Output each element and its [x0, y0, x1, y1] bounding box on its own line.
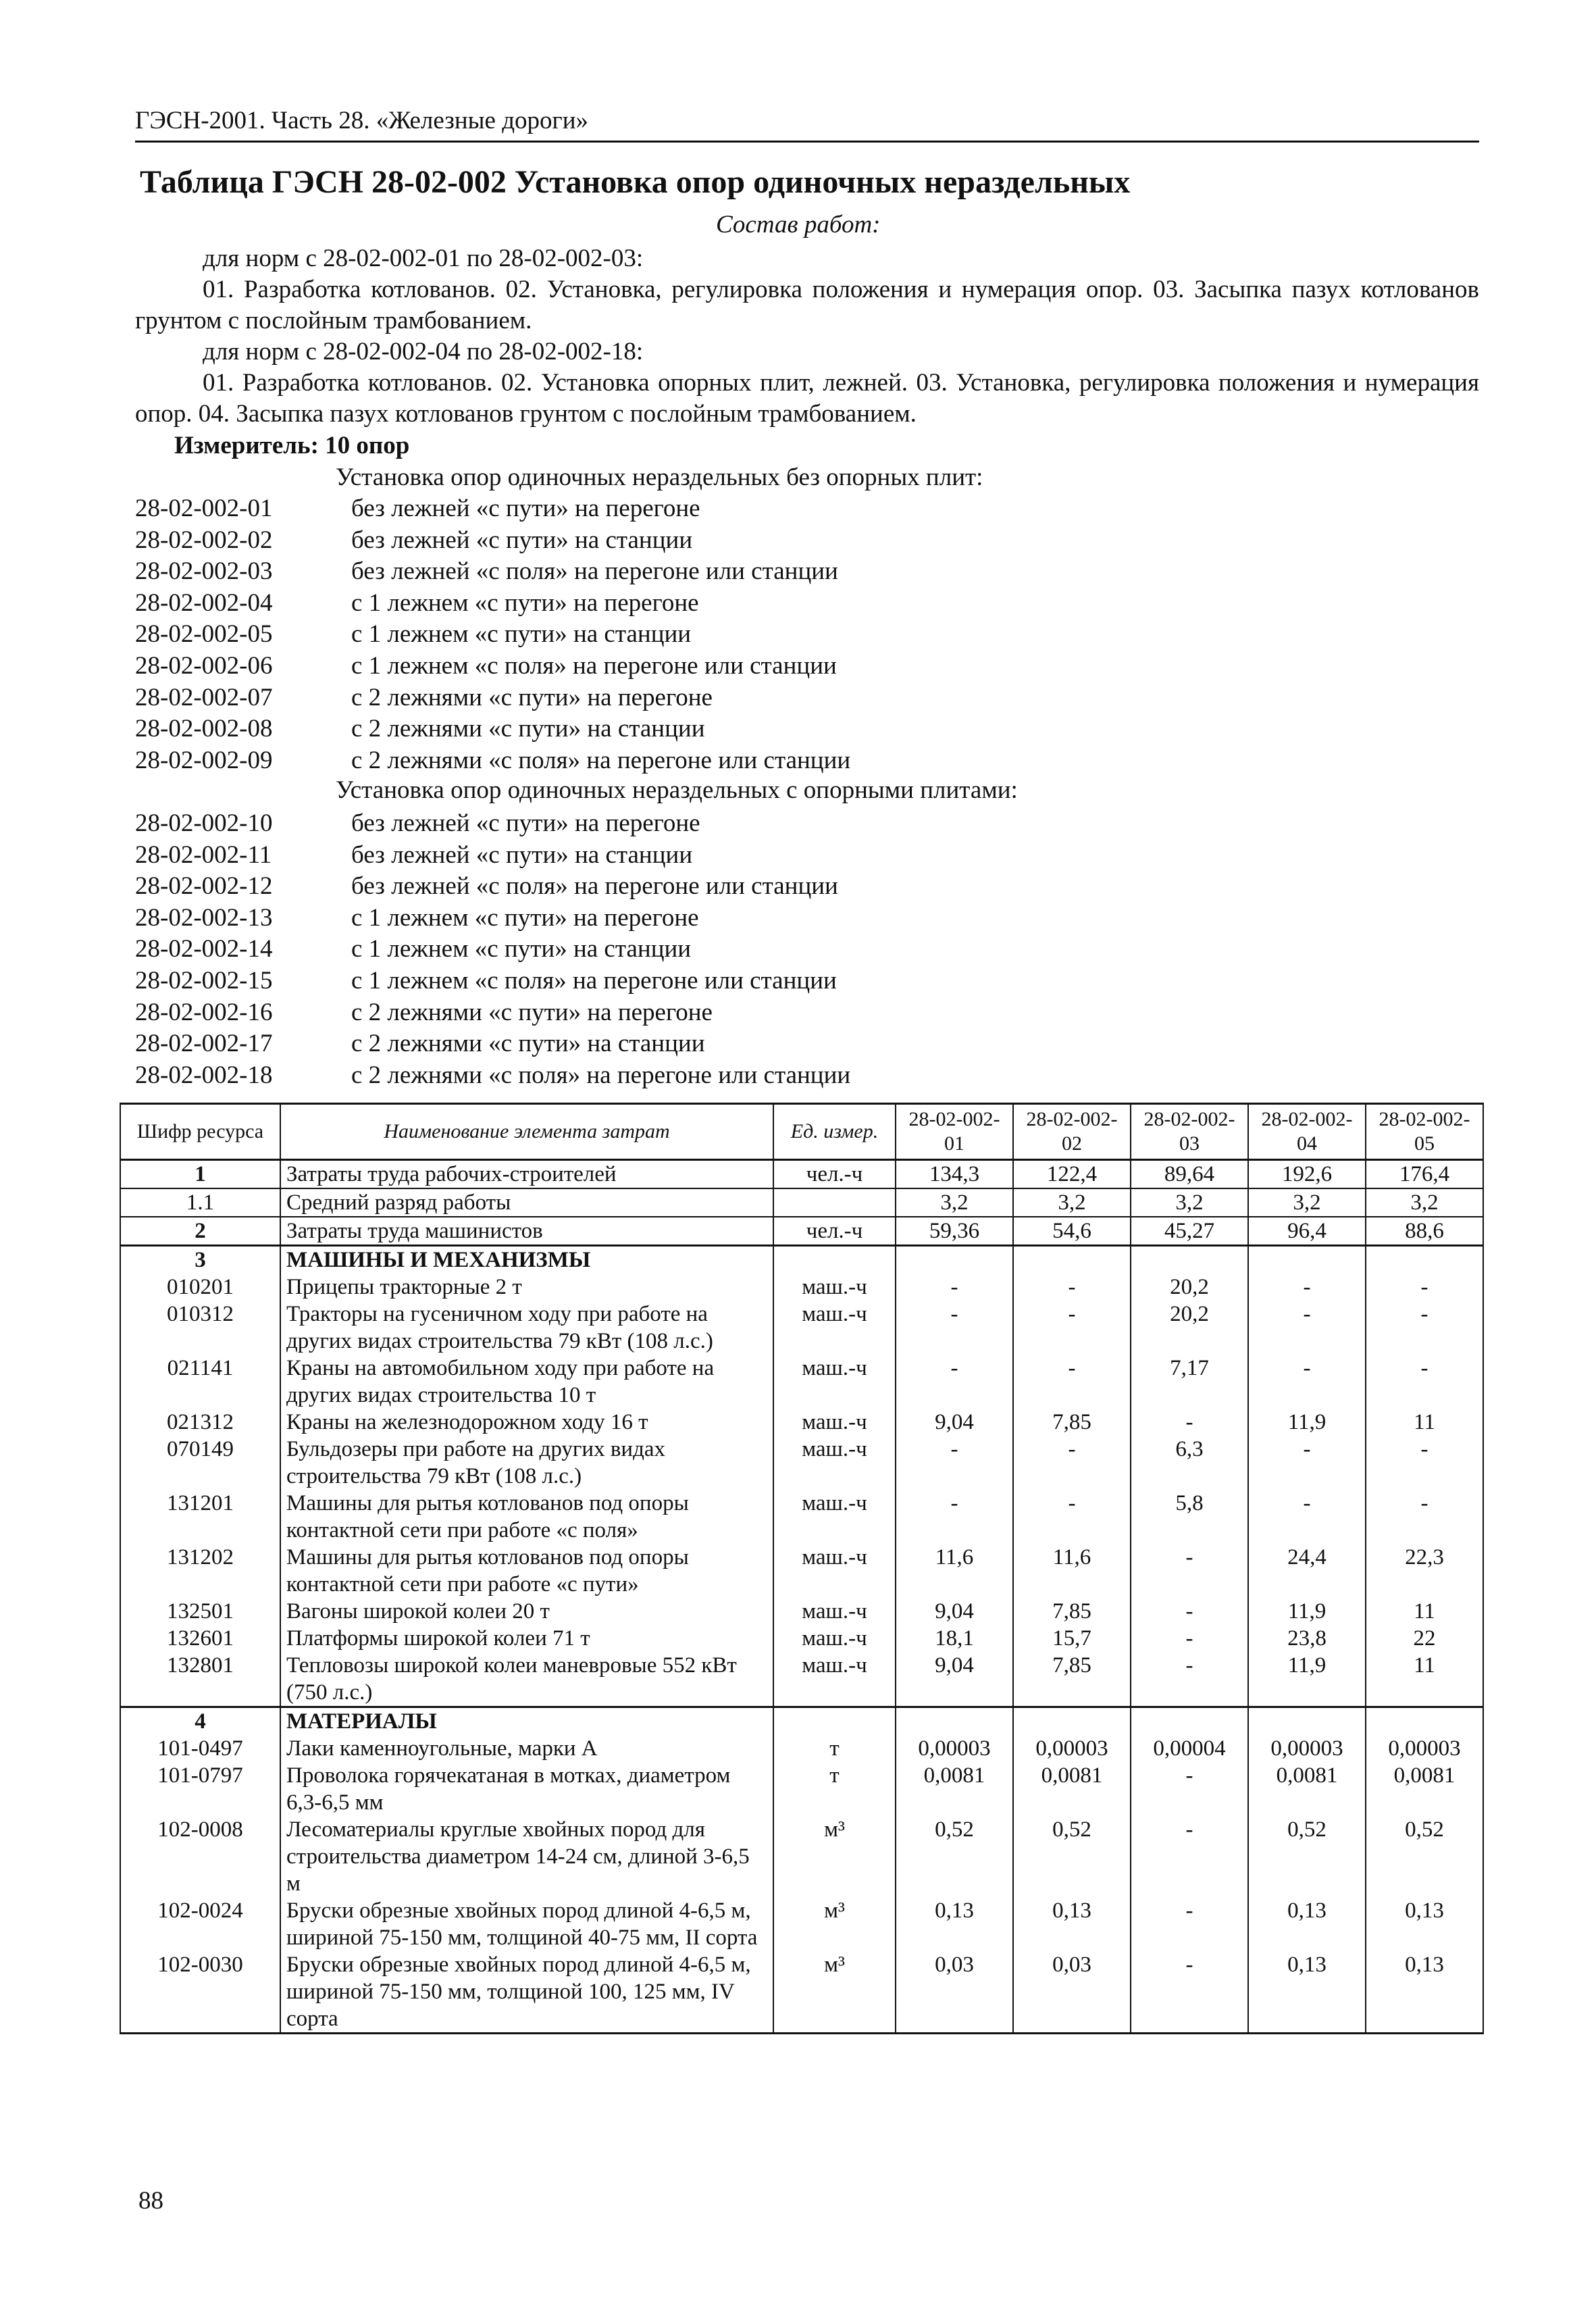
table-row — [120, 1301, 1483, 1355]
resource-code-cell: 132601 — [120, 1625, 280, 1652]
work-group2-text: 01. Разработка котлованов. 02. Установка опорных плит, лежней. 03. Установка, регулировка положения и нумерация опор. 04. Засыпка пазух котлованов грунтом с послойным трамбованием. — [135, 369, 1479, 428]
norm-value-cell: 11 — [1366, 1652, 1483, 1707]
cost-element-cell: Бруски обрезные хвойных пород длиной 4-6,5 м, шириной 75-150 мм, толщиной 40-75 мм, II сорта — [280, 1897, 773, 1951]
norm-value-cell: - — [1366, 1301, 1483, 1355]
work-group1-label: для норм с 28-02-002-01 по 28-02-002-03: — [203, 245, 644, 272]
unit-cell: м³ — [773, 1816, 896, 1897]
table-row — [120, 1160, 1483, 1189]
running-head: ГЭСН-2001. Часть 28. «Железные дороги» — [135, 105, 1479, 143]
norm-code: 28-02-002-15 — [135, 967, 273, 995]
table-row — [120, 1355, 1483, 1409]
unit-cell: маш.-ч — [773, 1490, 896, 1544]
norm-value-cell: - — [896, 1436, 1013, 1490]
table-row — [120, 1625, 1483, 1652]
norm-value-cell: 0,00004 — [1131, 1735, 1248, 1762]
norm-value-cell: 192,6 — [1248, 1160, 1366, 1189]
resource-code-cell: 102-0024 — [120, 1897, 280, 1951]
norm-value-cell: 0,0081 — [896, 1762, 1013, 1816]
norm-value-cell: 0,52 — [1366, 1816, 1483, 1897]
resource-code-cell: 102-0008 — [120, 1816, 280, 1897]
norm-value-cell — [1131, 1707, 1248, 1736]
resource-code-cell: 131202 — [120, 1544, 280, 1598]
norm-value-cell: 11 — [1366, 1598, 1483, 1625]
norm-value-cell: - — [1248, 1436, 1366, 1490]
unit-cell — [773, 1188, 896, 1217]
table-row — [120, 1735, 1483, 1762]
unit-cell: маш.-ч — [773, 1598, 896, 1625]
norm-value-cell — [896, 1246, 1013, 1274]
norm-value-cell: - — [1131, 1816, 1248, 1897]
norm-value-cell: 54,6 — [1013, 1217, 1131, 1246]
norm-value-cell: 88,6 — [1366, 1217, 1483, 1246]
norm-value-cell — [1013, 1246, 1131, 1274]
norm-row — [135, 903, 699, 934]
norm-code: 28-02-002-03 — [135, 557, 273, 586]
unit-cell: маш.-ч — [773, 1301, 896, 1355]
norm-code: 28-02-002-12 — [135, 872, 273, 901]
unit-cell: маш.-ч — [773, 1274, 896, 1301]
norm-value-cell: 134,3 — [896, 1160, 1013, 1189]
table-title: Таблица ГЭСН 28-02-002 Установка опор одиночных нераздельных — [140, 164, 1131, 200]
norm-value-cell: - — [1366, 1436, 1483, 1490]
cost-element-cell: МАТЕРИАЛЫ — [280, 1707, 773, 1736]
unit-cell: маш.-ч — [773, 1652, 896, 1707]
cost-element-cell: Машины для рытья котлованов под опоры контактной сети при работе «с пути» — [280, 1544, 773, 1598]
unit-cell: маш.-ч — [773, 1355, 896, 1409]
resource-code-cell: 2 — [120, 1217, 280, 1246]
norm-value-cell: 3,2 — [896, 1188, 1013, 1217]
norm-value-cell: 59,36 — [896, 1217, 1013, 1246]
norm-code: 28-02-002-02 — [135, 526, 273, 554]
norm-value-cell: - — [1013, 1274, 1131, 1301]
norm-value-cell: 0,0081 — [1248, 1762, 1366, 1816]
norm-value-cell: - — [1366, 1490, 1483, 1544]
norm-description: с 1 лежнем «с пути» на перегоне — [351, 903, 699, 932]
norm-value-cell: 0,13 — [896, 1897, 1013, 1951]
resource-code-cell: 4 — [120, 1707, 280, 1736]
work-group1-text: 01. Разработка котлованов. 02. Установка, регулировка положения и нумерация опор. 03. Засыпка пазух котлованов грунтом с послойным трамбованием. — [135, 276, 1479, 334]
norm-value-cell: 3,2 — [1013, 1188, 1131, 1217]
norm-value-cell: 0,00003 — [1248, 1735, 1366, 1762]
norm-description: с 2 лежнями «с пути» на станции — [351, 715, 705, 743]
resource-code-cell: 1.1 — [120, 1188, 280, 1217]
norm-description: без лежней «с пути» на станции — [351, 526, 693, 554]
norm-value-cell: 20,2 — [1131, 1274, 1248, 1301]
page-number: 88 — [138, 2187, 163, 2215]
norm-description: с 2 лежнями «с поля» на перегоне или станции — [351, 1061, 851, 1089]
cost-element-cell: Краны на автомобильном ходу при работе на других видах строительства 10 т — [280, 1355, 773, 1409]
resource-code-cell: 021141 — [120, 1355, 280, 1409]
norm-value-cell: 6,3 — [1131, 1436, 1248, 1490]
norm-value-cell: 0,00003 — [1366, 1735, 1483, 1762]
table-row — [120, 1951, 1483, 2034]
resource-code-cell: 132501 — [120, 1598, 280, 1625]
header-norm-02: 28-02-002-02 — [1013, 1104, 1131, 1160]
norm-value-cell: - — [1013, 1490, 1131, 1544]
norm-row — [135, 651, 837, 682]
norm-value-cell: - — [1248, 1274, 1366, 1301]
norm-value-cell: 7,85 — [1013, 1652, 1131, 1707]
resource-code-cell: 132801 — [120, 1652, 280, 1707]
resource-code-cell: 131201 — [120, 1490, 280, 1544]
norm-code: 28-02-002-11 — [135, 840, 272, 869]
norm-code: 28-02-002-07 — [135, 683, 273, 711]
norm-value-cell: 24,4 — [1248, 1544, 1366, 1598]
table-row — [120, 1436, 1483, 1490]
norm-description: без лежней «с пути» на перегоне — [351, 809, 700, 837]
norm-row — [135, 808, 700, 839]
norm-value-cell: 0,03 — [1013, 1951, 1131, 2034]
work-group2-label: для норм с 28-02-002-04 по 28-02-002-18: — [203, 338, 644, 366]
unit-cell — [773, 1707, 896, 1736]
section-heading-no-plates: Установка опор одиночных нераздельных без опорных плит: — [336, 463, 983, 491]
norm-value-cell: - — [1131, 1544, 1248, 1598]
resource-code-cell: 070149 — [120, 1436, 280, 1490]
unit-cell: чел.-ч — [773, 1217, 896, 1246]
norm-value-cell: 0,00003 — [1013, 1735, 1131, 1762]
norm-value-cell: 15,7 — [1013, 1625, 1131, 1652]
norm-description: с 1 лежнем «с пути» на станции — [351, 935, 692, 963]
norm-description: с 1 лежнем «с поля» на перегоне или станции — [351, 652, 837, 680]
norm-value-cell: 11,9 — [1248, 1652, 1366, 1707]
norm-value-cell: 89,64 — [1131, 1160, 1248, 1189]
resource-code-cell: 101-0497 — [120, 1735, 280, 1762]
norm-row — [135, 682, 713, 713]
norm-value-cell: 22,3 — [1366, 1544, 1483, 1598]
table-row — [120, 1409, 1483, 1436]
norm-code: 28-02-002-08 — [135, 715, 273, 743]
norm-value-cell — [1366, 1707, 1483, 1736]
resource-code-cell: 1 — [120, 1160, 280, 1189]
norm-value-cell: - — [1013, 1355, 1131, 1409]
norm-value-cell: 11,9 — [1248, 1409, 1366, 1436]
cost-element-cell: МАШИНЫ И МЕХАНИЗМЫ — [280, 1246, 773, 1274]
norm-description: с 2 лежнями «с пути» на перегоне — [351, 683, 713, 711]
norm-value-cell: 0,13 — [1013, 1897, 1131, 1951]
cost-element-cell: Краны на железнодорожном ходу 16 т — [280, 1409, 773, 1436]
norm-row — [135, 1060, 850, 1091]
norm-value-cell: - — [1131, 1409, 1248, 1436]
unit-cell: м³ — [773, 1897, 896, 1951]
table-row — [120, 1598, 1483, 1625]
norm-value-cell: 3,2 — [1131, 1188, 1248, 1217]
unit-cell: маш.-ч — [773, 1544, 896, 1598]
norm-value-cell: 0,52 — [896, 1816, 1013, 1897]
norm-value-cell: - — [1131, 1598, 1248, 1625]
cost-element-cell: Средний разряд работы — [280, 1188, 773, 1217]
resource-code-cell: 101-0797 — [120, 1762, 280, 1816]
norm-value-cell: - — [1248, 1301, 1366, 1355]
norm-code: 28-02-002-10 — [135, 809, 273, 837]
norm-row — [135, 493, 700, 524]
norm-value-cell: 0,00003 — [896, 1735, 1013, 1762]
norm-description: с 1 лежнем «с пути» на перегоне — [351, 588, 699, 617]
norm-row — [135, 1028, 705, 1059]
norm-value-cell: 9,04 — [896, 1598, 1013, 1625]
header-cost-element: Наименование элемента затрат — [280, 1104, 773, 1160]
norm-row — [135, 997, 713, 1028]
table-row — [120, 1490, 1483, 1544]
cost-element-cell: Платформы широкой колеи 71 т — [280, 1625, 773, 1652]
norm-value-cell: 0,13 — [1248, 1897, 1366, 1951]
norm-row — [135, 871, 838, 902]
norm-value-cell: - — [1131, 1625, 1248, 1652]
norm-value-cell: 9,04 — [896, 1652, 1013, 1707]
resource-code-cell: 021312 — [120, 1409, 280, 1436]
norm-value-cell: 3,2 — [1248, 1188, 1366, 1217]
cost-element-cell: Затраты труда рабочих-строителей — [280, 1160, 773, 1189]
norm-value-cell: - — [1131, 1762, 1248, 1816]
norm-code: 28-02-002-17 — [135, 1030, 273, 1058]
cost-element-cell: Машины для рытья котлованов под опоры контактной сети при работе «с поля» — [280, 1490, 773, 1544]
norm-code: 28-02-002-06 — [135, 652, 273, 680]
resource-code-cell: 102-0030 — [120, 1951, 280, 2034]
cost-element-cell: Лаки каменноугольные, марки А — [280, 1735, 773, 1762]
norm-value-cell: - — [1248, 1355, 1366, 1409]
cost-element-cell: Прицепы тракторные 2 т — [280, 1274, 773, 1301]
norm-value-cell: 0,13 — [1248, 1951, 1366, 2034]
norm-code: 28-02-002-04 — [135, 588, 273, 617]
norm-description: с 1 лежнем «с поля» на перегоне или станции — [351, 967, 837, 995]
norm-value-cell — [1131, 1246, 1248, 1274]
table-row — [120, 1707, 1483, 1736]
unit-cell: маш.-ч — [773, 1409, 896, 1436]
table-row — [120, 1897, 1483, 1951]
resource-table — [120, 1103, 1484, 2034]
norm-row — [135, 934, 691, 965]
norm-value-cell: 22 — [1366, 1625, 1483, 1652]
norm-row — [135, 556, 838, 587]
unit-cell — [773, 1246, 896, 1274]
norm-value-cell: 176,4 — [1366, 1160, 1483, 1189]
meter-label: Измеритель: 10 опор — [174, 432, 410, 459]
norm-value-cell: - — [1013, 1301, 1131, 1355]
header-norm-04: 28-02-002-04 — [1248, 1104, 1366, 1160]
norm-value-cell: 23,8 — [1248, 1625, 1366, 1652]
cost-element-cell: Тепловозы широкой колеи маневровые 552 кВт (750 л.с.) — [280, 1652, 773, 1707]
norm-description: с 2 лежнями «с поля» на перегоне или станции — [351, 746, 851, 774]
norm-value-cell: - — [1131, 1951, 1248, 2034]
norm-value-cell: - — [1366, 1355, 1483, 1409]
norm-value-cell: 0,13 — [1366, 1897, 1483, 1951]
norm-row — [135, 525, 692, 556]
norm-value-cell: - — [1013, 1436, 1131, 1490]
norm-value-cell: 0,52 — [1013, 1816, 1131, 1897]
norm-value-cell: 20,2 — [1131, 1301, 1248, 1355]
norm-value-cell: 18,1 — [896, 1625, 1013, 1652]
norm-value-cell: 0,0081 — [1366, 1762, 1483, 1816]
norm-value-cell: 45,27 — [1131, 1217, 1248, 1246]
header-norm-01: 28-02-002-01 — [896, 1104, 1013, 1160]
norm-value-cell — [1366, 1246, 1483, 1274]
norm-description: без лежней «с пути» на станции — [351, 840, 693, 869]
table-row — [120, 1274, 1483, 1301]
norm-value-cell: 0,03 — [896, 1951, 1013, 2034]
norm-code: 28-02-002-16 — [135, 998, 273, 1026]
norm-value-cell — [1248, 1707, 1366, 1736]
cost-element-cell: Лесоматериалы круглые хвойных пород для строительства диаметром 14-24 см, длиной 3-6,5 м — [280, 1816, 773, 1897]
work-composition-caption: Состав работ: — [716, 211, 881, 238]
norm-row — [135, 588, 699, 619]
norm-code: 28-02-002-14 — [135, 935, 273, 963]
unit-cell: т — [773, 1762, 896, 1816]
norm-row — [135, 965, 837, 997]
norm-description: с 2 лежнями «с пути» на станции — [351, 1030, 705, 1058]
table-row — [120, 1652, 1483, 1707]
norm-description: с 1 лежнем «с пути» на станции — [351, 620, 692, 649]
resource-code-cell: 010201 — [120, 1274, 280, 1301]
cost-element-cell: Проволока горячекатаная в мотках, диаметром 6,3-6,5 мм — [280, 1762, 773, 1816]
resource-code-cell: 010312 — [120, 1301, 280, 1355]
norm-value-cell: - — [896, 1274, 1013, 1301]
norm-description: без лежней «с поля» на перегоне или станции — [351, 557, 838, 586]
table-row — [120, 1188, 1483, 1217]
norm-row — [135, 840, 692, 871]
norm-value-cell: 11,9 — [1248, 1598, 1366, 1625]
table-row — [120, 1816, 1483, 1897]
section-heading-with-plates: Установка опор одиночных нераздельных с опорными плитами: — [336, 776, 1018, 804]
cost-element-cell: Затраты труда машинистов — [280, 1217, 773, 1246]
norm-value-cell: 96,4 — [1248, 1217, 1366, 1246]
norm-value-cell: 5,8 — [1131, 1490, 1248, 1544]
norm-value-cell: 7,85 — [1013, 1409, 1131, 1436]
norm-code: 28-02-002-05 — [135, 620, 273, 649]
table-header-row — [120, 1104, 1483, 1160]
norm-value-cell — [896, 1707, 1013, 1736]
norm-value-cell — [1013, 1707, 1131, 1736]
unit-cell: маш.-ч — [773, 1436, 896, 1490]
norm-description: без лежней «с поля» на перегоне или станции — [351, 872, 838, 901]
norm-value-cell: - — [1248, 1490, 1366, 1544]
norm-row — [135, 745, 850, 776]
resource-table-wrap — [120, 1103, 1483, 2034]
cost-element-cell: Вагоны широкой колеи 20 т — [280, 1598, 773, 1625]
norm-value-cell: - — [1366, 1274, 1483, 1301]
header-norm-05: 28-02-002-05 — [1366, 1104, 1483, 1160]
norm-value-cell: 0,13 — [1366, 1951, 1483, 2034]
header-resource-code: Шифр ресурса — [120, 1104, 280, 1160]
unit-cell: м³ — [773, 1951, 896, 2034]
norm-value-cell: 11,6 — [896, 1544, 1013, 1598]
norm-value-cell: - — [896, 1355, 1013, 1409]
norm-value-cell: - — [1131, 1897, 1248, 1951]
norm-value-cell: 122,4 — [1013, 1160, 1131, 1189]
norm-code: 28-02-002-09 — [135, 746, 273, 774]
norm-description: без лежней «с пути» на перегоне — [351, 495, 700, 522]
norm-description: с 2 лежнями «с пути» на перегоне — [351, 998, 713, 1026]
norm-value-cell: 0,0081 — [1013, 1762, 1131, 1816]
norm-value-cell: 7,17 — [1131, 1355, 1248, 1409]
unit-cell: т — [773, 1735, 896, 1762]
resource-table-body — [120, 1160, 1483, 2034]
norm-row — [135, 619, 691, 650]
cost-element-cell: Бруски обрезные хвойных пород длиной 4-6,5 м, шириной 75-150 мм, толщиной 100, 125 мм, IV сорта — [280, 1951, 773, 2034]
norm-value-cell: 9,04 — [896, 1409, 1013, 1436]
norm-code: 28-02-002-13 — [135, 903, 273, 932]
norm-value-cell: 3,2 — [1366, 1188, 1483, 1217]
header-unit: Ед. измер. — [773, 1104, 896, 1160]
norm-value-cell: 11,6 — [1013, 1544, 1131, 1598]
norm-value-cell: 7,85 — [1013, 1598, 1131, 1625]
unit-cell: чел.-ч — [773, 1160, 896, 1189]
norm-value-cell: - — [1131, 1652, 1248, 1707]
norm-row — [135, 713, 705, 745]
resource-code-cell: 3 — [120, 1246, 280, 1274]
norm-value-cell — [1248, 1246, 1366, 1274]
table-row — [120, 1217, 1483, 1246]
norm-code: 28-02-002-01 — [135, 495, 273, 522]
norm-value-cell: - — [896, 1490, 1013, 1544]
cost-element-cell: Тракторы на гусеничном ходу при работе на других видах строительства 79 кВт (108 л.с.) — [280, 1301, 773, 1355]
header-norm-03: 28-02-002-03 — [1131, 1104, 1248, 1160]
norm-value-cell: 11 — [1366, 1409, 1483, 1436]
norm-code: 28-02-002-18 — [135, 1061, 273, 1089]
table-row — [120, 1246, 1483, 1274]
table-row — [120, 1544, 1483, 1598]
table-row — [120, 1762, 1483, 1816]
cost-element-cell: Бульдозеры при работе на других видах строительства 79 кВт (108 л.с.) — [280, 1436, 773, 1490]
norm-value-cell: - — [896, 1301, 1013, 1355]
norm-value-cell: 0,52 — [1248, 1816, 1366, 1897]
unit-cell: маш.-ч — [773, 1625, 896, 1652]
